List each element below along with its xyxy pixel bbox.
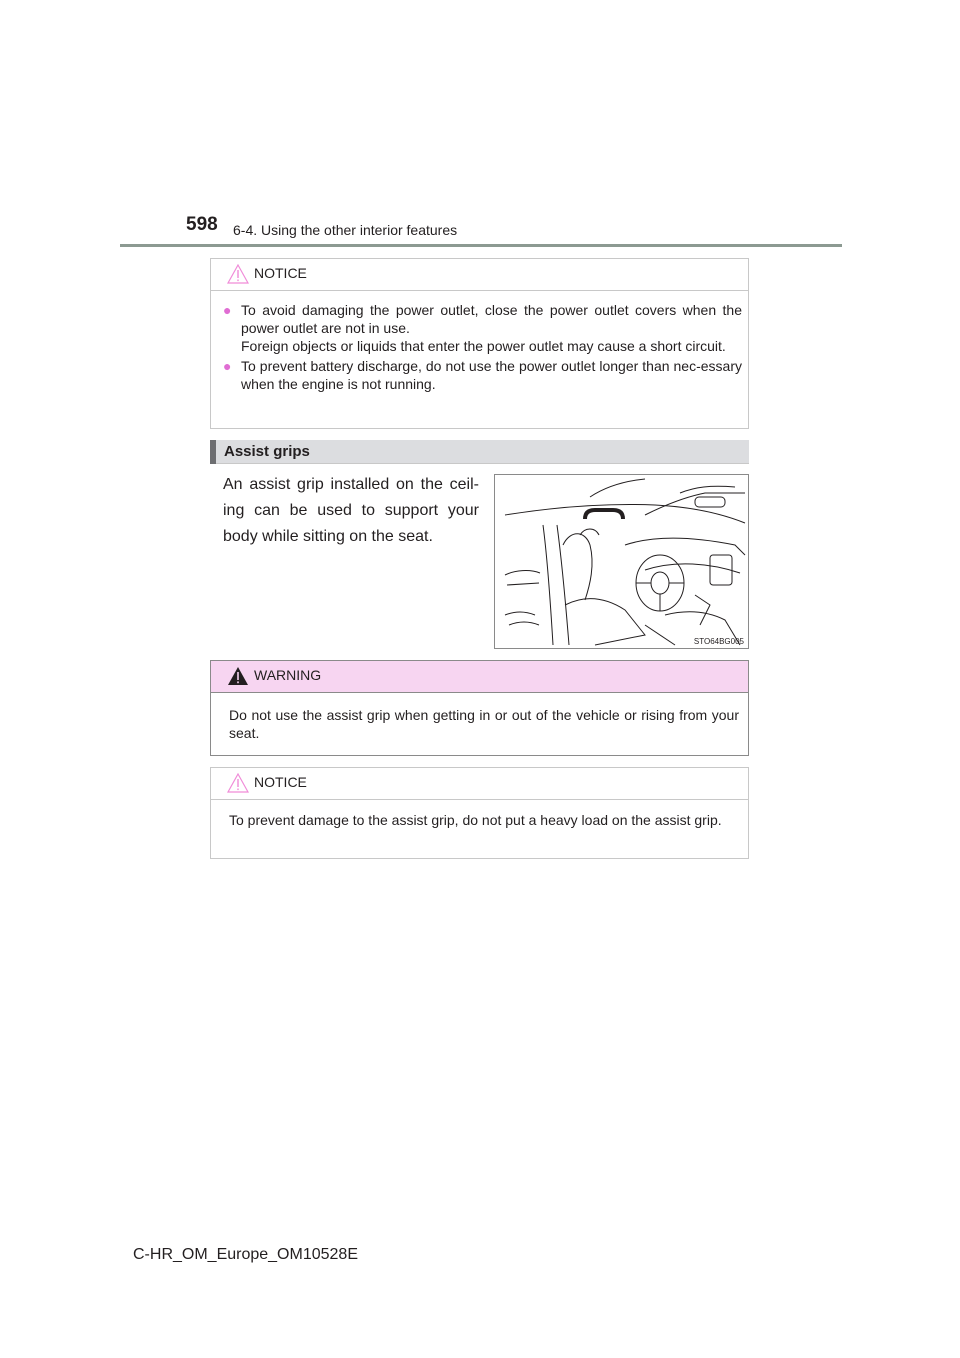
bullet-dot-icon: ●: [223, 302, 232, 318]
notice-item-line: To prevent battery discharge, do not use the power outlet longer than nec-essary when the engine is not running.: [241, 358, 742, 392]
car-interior-illustration: [494, 474, 749, 649]
warning-header: [211, 661, 748, 693]
section-heading: Assist grips: [224, 443, 310, 460]
warning-text: Do not use the assist grip when getting in or out of the vehicle or rising from your seat.: [229, 707, 739, 741]
notice-item: [223, 357, 742, 393]
car-interior-drawing: [495, 475, 748, 648]
header-rule: [120, 244, 842, 247]
notice-item-line: To avoid damaging the power outlet, close the power outlet covers when the power outlet are not in use.: [241, 302, 742, 336]
figure-code: STO64BG005: [693, 637, 744, 646]
warning-box: [210, 660, 749, 756]
caution-outline-icon: [227, 264, 249, 284]
section-heading-bar: [210, 440, 749, 464]
notice-item-line: Foreign objects or liquids that enter the power outlet may cause a short circuit.: [241, 338, 726, 354]
notice-title: NOTICE: [254, 265, 307, 281]
bullet-dot-icon: ●: [223, 358, 232, 374]
section-title: 6-4. Using the other interior features: [233, 222, 458, 238]
warning-triangle-icon: [227, 666, 249, 686]
warning-title: WARNING: [254, 667, 322, 683]
notice-box-top: [210, 258, 749, 429]
footer-doc-id: C-HR_OM_Europe_OM10528E: [133, 1246, 358, 1263]
caution-outline-icon: [227, 773, 249, 793]
notice-box-bottom: [210, 767, 749, 859]
page-number: 598: [186, 214, 218, 235]
notice-text: To prevent damage to the assist grip, do not put a heavy load on the assist grip.: [229, 812, 722, 828]
notice-header: [211, 768, 748, 800]
notice-item: [223, 301, 742, 355]
section-body-text: An assist grip installed on the ceil-ing can be used to support your body while sitting on the seat.: [223, 476, 479, 545]
section-accent: [210, 440, 216, 464]
notice-title: NOTICE: [254, 774, 307, 790]
notice-header: [211, 259, 748, 291]
